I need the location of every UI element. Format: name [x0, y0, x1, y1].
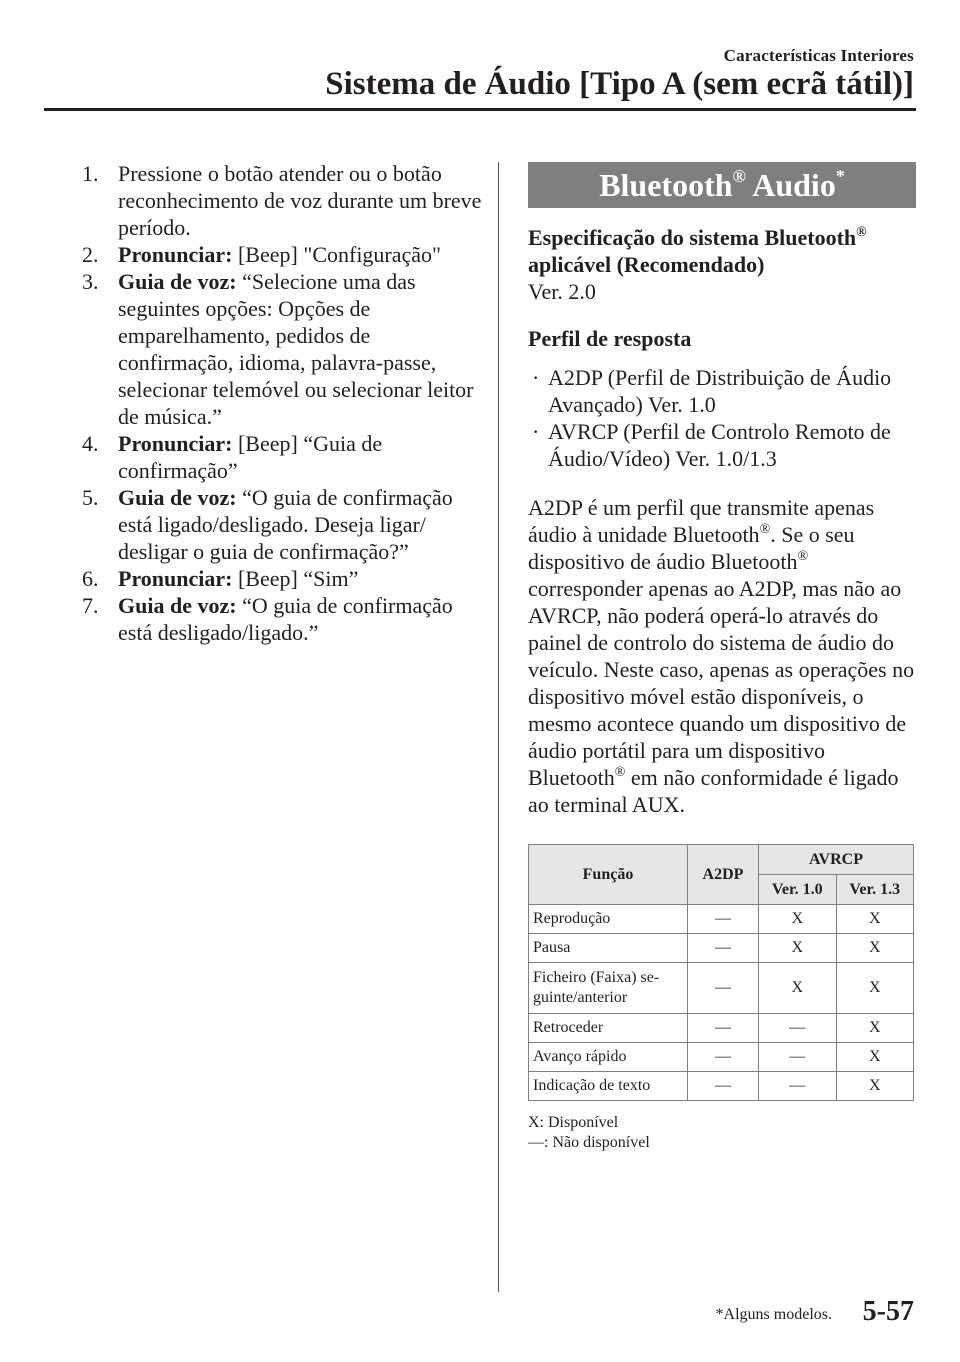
- spec-heading: [528, 224, 916, 278]
- step-label: Pronunciar:: [118, 242, 233, 267]
- cell-ver10: X: [759, 934, 837, 963]
- paragraph-text: corresponder apenas ao A2DP, mas não ao AVRCP, não poderá operá-lo através do painel de controlo do sistema de áudio do veículo. Neste caso, apenas as operações no dispositivo móvel estão disponíveis, o mesmo acontece quando um dispositivo de áudio portátil para um dispositivo Bluetooth: [528, 576, 915, 790]
- cell-ver10: X: [759, 905, 837, 934]
- cell-ver10: —: [759, 1072, 837, 1101]
- step-label: Guia de voz:: [118, 593, 237, 618]
- cell-ver10: X: [759, 963, 837, 1014]
- profile-item: [528, 418, 916, 472]
- cell-a2dp: —: [688, 1014, 759, 1043]
- cell-ver13: X: [836, 1014, 914, 1043]
- paragraph-text: . Se o seu dispositivo de áudio Bluetooth: [528, 522, 855, 574]
- a2dp-paragraph: [528, 494, 916, 818]
- spec-heading-text: aplicável (Recomendado): [528, 252, 765, 277]
- col-header-a2dp: A2DP: [688, 845, 759, 905]
- step-item: [82, 592, 482, 646]
- step-number: 6.: [82, 566, 99, 591]
- cell-ver13: X: [836, 905, 914, 934]
- col-header-function: Função: [529, 845, 688, 905]
- step-number: 2.: [82, 242, 99, 267]
- bluetooth-audio-banner: [528, 162, 916, 208]
- legend-available: X: Disponível: [528, 1114, 619, 1131]
- step-text: “O guia de confirmação está ligado/desligado. Deseja ligar/ desligar o guia de confirmação?”: [118, 485, 453, 564]
- bluetooth-section: [528, 162, 916, 1153]
- step-label: Pronunciar:: [118, 431, 233, 456]
- spec-heading-text: Especificação do sistema Bluetooth: [528, 225, 857, 250]
- step-item: [82, 160, 482, 241]
- step-text: [Beep] "Configuração": [237, 242, 442, 267]
- step-text: Pressione o botão atender ou o botão reconhecimento de voz durante um breve período.: [118, 161, 482, 240]
- cell-function: Avanço rápido: [529, 1043, 688, 1072]
- steps-list: [82, 160, 482, 646]
- step-item: [82, 430, 482, 484]
- asterisk-mark: *: [835, 166, 845, 186]
- cell-a2dp: —: [688, 934, 759, 963]
- cell-function: Reprodução: [529, 905, 688, 934]
- cell-function: Indicação de texto: [529, 1072, 688, 1101]
- banner-title-tail: Audio: [745, 167, 836, 203]
- step-item: [82, 484, 482, 565]
- cell-a2dp: —: [688, 1072, 759, 1101]
- step-number: 1.: [82, 161, 99, 186]
- profile-item: [528, 364, 916, 418]
- col-header-ver13: Ver. 1.3: [836, 875, 914, 905]
- registered-mark: ®: [614, 765, 626, 780]
- profile-text: AVRCP (Perfil de Controlo Remoto de Áudio/Vídeo) Ver. 1.0/1.3: [548, 419, 891, 471]
- paragraph-text: em não conformidade é ligado ao terminal AUX.: [528, 765, 899, 817]
- registered-mark: ®: [732, 166, 746, 186]
- registered-mark: ®: [856, 225, 867, 240]
- column-divider: [498, 162, 499, 1292]
- cell-ver13: X: [836, 1043, 914, 1072]
- step-number: 5.: [82, 485, 99, 510]
- registered-mark: ®: [759, 522, 771, 537]
- col-header-ver10: Ver. 1.0: [759, 875, 837, 905]
- step-text: “Selecione uma das seguintes opções: Opções de emparelhamento, pedidos de confirmação, idioma, palavra-passe, selecionar telemóvel ou selecionar leitor de música.”: [118, 269, 474, 429]
- step-number: 3.: [82, 269, 99, 294]
- registered-mark: ®: [797, 549, 809, 564]
- profile-compat-table: [528, 844, 914, 1101]
- section-title: Sistema de Áudio [Tipo A (sem ecrã tátil)]: [325, 66, 914, 102]
- cell-function: Pausa: [529, 934, 688, 963]
- step-item: [82, 241, 482, 268]
- profile-text: A2DP (Perfil de Distribuição de Áudio Avançado) Ver. 1.0: [548, 365, 892, 417]
- paragraph-text: A2DP é um perfil que transmite apenas áudio à unidade Bluetooth: [528, 495, 875, 547]
- step-label: Pronunciar:: [118, 566, 233, 591]
- cell-a2dp: —: [688, 905, 759, 934]
- table-row: [529, 905, 914, 934]
- bullet-dot: ·: [532, 419, 540, 444]
- cell-ver10: —: [759, 1043, 837, 1072]
- page-number: 5-57: [862, 1296, 914, 1327]
- profile-heading: Perfil de resposta: [528, 326, 692, 351]
- cell-a2dp: —: [688, 1043, 759, 1072]
- header-rule: [44, 108, 916, 111]
- cell-function: Ficheiro (Faixa) se-guinte/anterior: [529, 963, 688, 1014]
- table-row: [529, 1043, 914, 1072]
- cell-ver10: —: [759, 1014, 837, 1043]
- table-row: [529, 963, 914, 1014]
- footnote: *Alguns modelos.: [715, 1306, 832, 1323]
- profile-list: [528, 364, 916, 472]
- step-item: [82, 565, 482, 592]
- step-text: [Beep] “Guia de confirmação”: [118, 431, 383, 483]
- cell-a2dp: —: [688, 963, 759, 1014]
- col-header-avrcp: AVRCP: [759, 845, 914, 875]
- legend-unavailable: —: Não disponível: [528, 1134, 650, 1151]
- spec-version: Ver. 2.0: [528, 279, 596, 304]
- step-label: Guia de voz:: [118, 269, 237, 294]
- table-row: [529, 1014, 914, 1043]
- table-legend: [528, 1113, 916, 1153]
- chapter-title: Características Interiores: [723, 46, 914, 65]
- table-row: [529, 934, 914, 963]
- step-text: [Beep] “Sim”: [237, 566, 359, 591]
- cell-ver13: X: [836, 1072, 914, 1101]
- step-number: 4.: [82, 431, 99, 456]
- step-number: 7.: [82, 593, 99, 618]
- step-item: [82, 268, 482, 430]
- cell-function: Retroceder: [529, 1014, 688, 1043]
- cell-ver13: X: [836, 963, 914, 1014]
- cell-ver13: X: [836, 934, 914, 963]
- step-label: Guia de voz:: [118, 485, 237, 510]
- banner-title: Bluetooth: [599, 167, 733, 203]
- bullet-dot: ·: [532, 365, 540, 390]
- step-text: “O guia de confirmação está desligado/ligado.”: [118, 593, 453, 645]
- table-row: [529, 1072, 914, 1101]
